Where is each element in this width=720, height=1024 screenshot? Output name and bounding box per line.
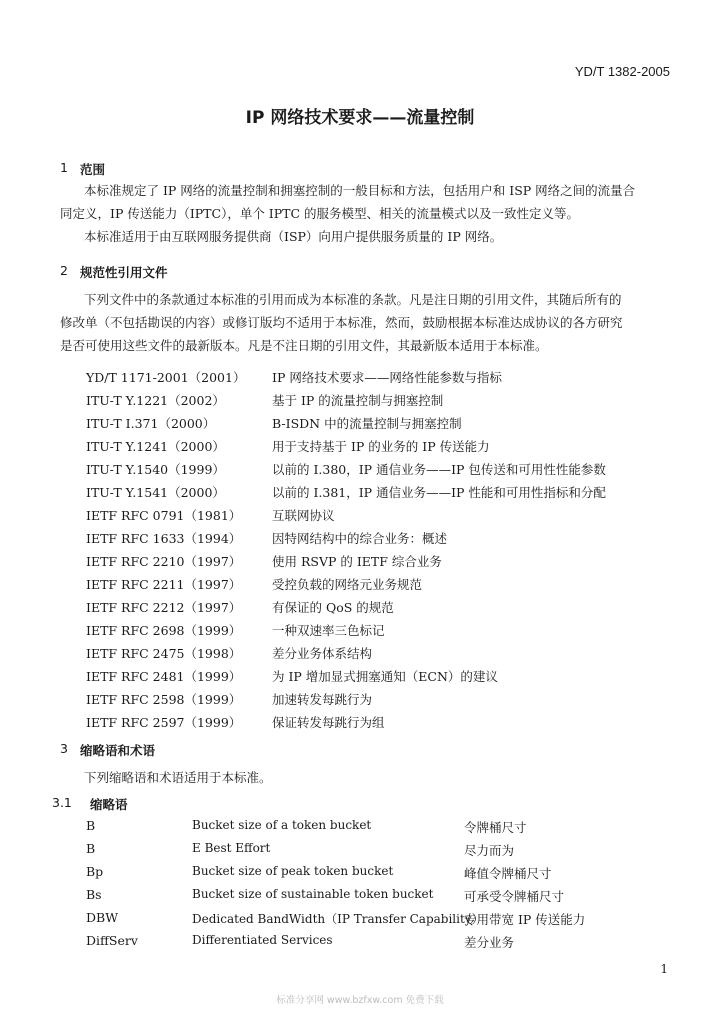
footer-watermark: 标准分享网 www.bzfxw.com 免费下载 xyxy=(276,995,444,1006)
ref-code: ITU-T Y.1541（2000） xyxy=(86,485,225,500)
section-1-line-1: 本标准规定了 IP 网络的流量控制和拥塞控制的一般目标和方法，包括用户和 ISP 网络之间的流量合 xyxy=(84,183,636,198)
ref-code: IETF RFC 2598（1999） xyxy=(86,692,242,707)
abbr-english: E Best Effort xyxy=(192,841,271,855)
ref-code: ITU-T Y.1221（2002） xyxy=(86,393,225,408)
section-number: 2 xyxy=(60,263,68,278)
section-3-heading xyxy=(60,741,300,759)
abbr-term: DBW xyxy=(86,910,119,925)
ref-title: 用于支持基于 IP 的业务的 IP 传送能力 xyxy=(272,439,490,454)
ref-code: IETF RFC 2597（1999） xyxy=(86,715,242,730)
abbr-chinese: 可承受令牌桶尺寸 xyxy=(464,889,565,904)
ref-code: YD/T 1171-2001（2001） xyxy=(86,370,246,385)
section-title: 规范性引用文件 xyxy=(80,265,168,280)
ref-code: IETF RFC 1633（1994） xyxy=(86,531,242,546)
ref-title: 一种双速率三色标记 xyxy=(272,623,385,638)
abbr-term: Bs xyxy=(86,887,102,902)
abbr-term: DiffServ xyxy=(86,933,138,948)
subsection-3-1-heading xyxy=(52,795,252,813)
abbr-english: Bucket size of sustainable token bucket xyxy=(192,887,434,901)
page-title: IP 网络技术要求——流量控制 xyxy=(245,108,475,128)
ref-code: IETF RFC 2212（1997） xyxy=(86,600,242,615)
section-1-heading xyxy=(60,160,260,178)
section-number: 1 xyxy=(60,160,68,175)
ref-code: IETF RFC 2481（1999） xyxy=(86,669,242,684)
ref-title: 加速转发每跳行为 xyxy=(272,692,373,707)
ref-code: ITU-T Y.1540（1999） xyxy=(86,462,225,477)
section-number: 3 xyxy=(60,741,68,756)
section-3-intro: 下列缩略语和术语适用于本标准。 xyxy=(84,770,272,785)
section-title: 范围 xyxy=(80,162,106,177)
section-title: 缩略语和术语 xyxy=(80,743,156,758)
section-2-heading xyxy=(60,263,300,281)
ref-code: ITU-T I.371（2000） xyxy=(86,416,216,431)
section-2-line-3: 是否可使用这些文件的最新版本。凡是不注日期的引用文件，其最新版本适用于本标准。 xyxy=(60,338,548,353)
ref-title: 互联网协议 xyxy=(272,508,335,523)
subsection-title: 缩略语 xyxy=(90,797,128,812)
ref-title: 保证转发每跳行为组 xyxy=(272,715,385,730)
abbr-chinese: 专用带宽 IP 传送能力 xyxy=(464,912,586,927)
ref-title: 以前的 I.381，IP 通信业务——IP 性能和可用性指标和分配 xyxy=(272,485,606,500)
section-1-line-2: 同定义，IP 传送能力（IPTC），单个 IPTC 的服务模型、相关的流量模式以及一致性定义等。 xyxy=(60,206,580,221)
section-1-line-3: 本标准适用于由互联网服务提供商（ISP）向用户提供服务质量的 IP 网络。 xyxy=(84,229,503,244)
ref-title: 以前的 I.380，IP 通信业务——IP 包传送和可用性性能参数 xyxy=(272,462,606,477)
ref-title: 差分业务体系结构 xyxy=(272,646,373,661)
ref-title: 为 IP 增加显式拥塞通知（ECN）的建议 xyxy=(272,669,498,684)
subsection-number: 3.1 xyxy=(52,795,72,810)
ref-code: IETF RFC 2211（1997） xyxy=(86,577,242,592)
ref-title: 使用 RSVP 的 IETF 综合业务 xyxy=(272,554,442,569)
ref-title: 基于 IP 的流量控制与拥塞控制 xyxy=(272,393,444,408)
abbr-term: B xyxy=(86,818,96,833)
abbr-chinese: 差分业务 xyxy=(464,935,515,950)
ref-code: IETF RFC 0791（1981） xyxy=(86,508,242,523)
abbr-english: Dedicated BandWidth（IP Transfer Capability） xyxy=(192,912,484,926)
ref-code: IETF RFC 2698（1999） xyxy=(86,623,242,638)
ref-code: IETF RFC 2210（1997） xyxy=(86,554,242,569)
ref-title: B-ISDN 中的流量控制与拥塞控制 xyxy=(272,416,462,431)
abbr-english: Bucket size of peak token bucket xyxy=(192,864,394,878)
abbr-english: Bucket size of a token bucket xyxy=(192,818,372,832)
ref-code: IETF RFC 2475（1998） xyxy=(86,646,242,661)
ref-title: IP 网络技术要求——网络性能参数与指标 xyxy=(272,370,502,385)
abbr-chinese: 尽力而为 xyxy=(464,843,515,858)
abbr-term: Bp xyxy=(86,864,104,879)
section-2-line-2: 修改单（不包括勘误的内容）或修订版均不适用于本标准，然而，鼓励根据本标准达成协议的各方研究 xyxy=(60,315,623,330)
section-2-line-1: 下列文件中的条款通过本标准的引用而成为本标准的条款。凡是注日期的引用文件，其随后所有的 xyxy=(84,292,622,307)
abbr-chinese: 峰值令牌桶尺寸 xyxy=(464,866,552,881)
ref-title: 有保证的 QoS 的规范 xyxy=(272,600,394,615)
abbr-english: Differentiated Services xyxy=(192,933,333,947)
abbr-chinese: 令牌桶尺寸 xyxy=(464,820,527,835)
page-number: 1 xyxy=(660,962,668,976)
document-code: YD/T 1382-2005 xyxy=(574,64,670,79)
abbr-term: B xyxy=(86,841,96,856)
ref-code: ITU-T Y.1241（2000） xyxy=(86,439,225,454)
ref-title: 受控负载的网络元业务规范 xyxy=(272,577,423,592)
ref-title: 因特网结构中的综合业务：概述 xyxy=(272,531,448,546)
